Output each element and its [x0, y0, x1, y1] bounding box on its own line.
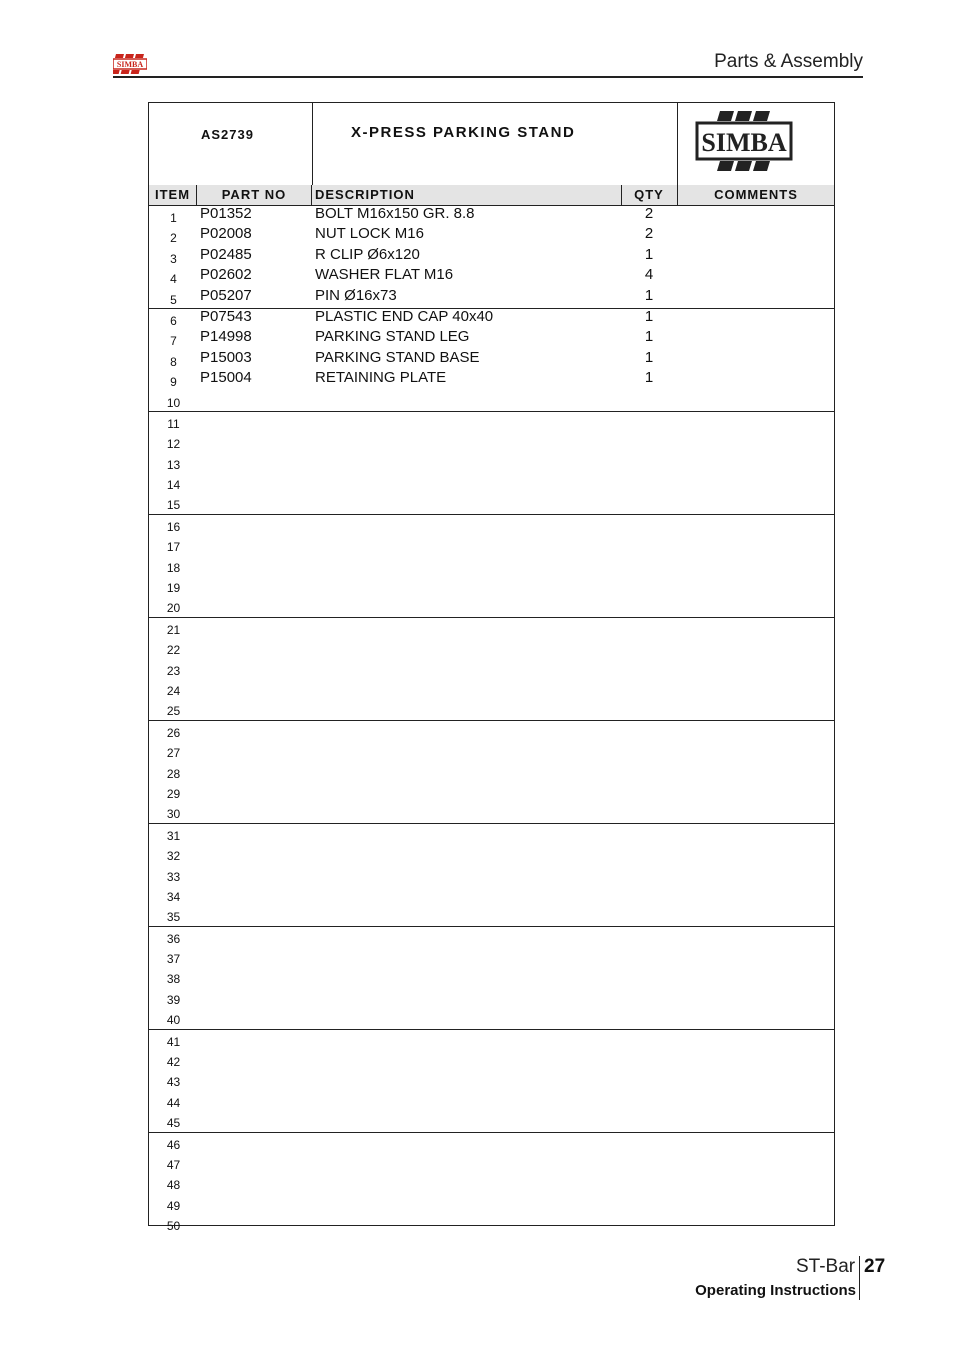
- part-description: WASHER FLAT M16: [315, 266, 454, 284]
- item-number: 42: [166, 1055, 181, 1070]
- table-row: [149, 762, 834, 782]
- table-row: [149, 947, 834, 967]
- item-number: 38: [166, 972, 181, 987]
- part-quantity: [621, 945, 677, 965]
- item-number: 40: [166, 1013, 181, 1028]
- table-row: [149, 967, 834, 987]
- column-header-part-no: PART NO: [197, 185, 312, 205]
- part-description: RETAINING PLATE: [315, 369, 447, 387]
- part-quantity: [621, 677, 677, 697]
- part-quantity: [621, 780, 677, 800]
- part-quantity: [621, 389, 677, 409]
- table-row: [149, 905, 834, 926]
- item-number: 34: [166, 889, 181, 904]
- part-quantity: [621, 1089, 677, 1109]
- part-quantity: [621, 739, 677, 759]
- part-quantity: [621, 471, 677, 491]
- part-quantity: [621, 1109, 677, 1129]
- part-quantity: [621, 1171, 677, 1191]
- part-quantity: 1: [644, 328, 654, 346]
- item-number: 17: [166, 540, 181, 555]
- item-number: 47: [166, 1157, 181, 1172]
- table-row: [149, 741, 834, 761]
- item-number: 50: [166, 1219, 181, 1234]
- item-number: 37: [166, 952, 181, 967]
- table-row: [149, 1173, 834, 1193]
- part-quantity: [621, 1048, 677, 1068]
- part-quantity: [621, 513, 677, 533]
- item-number: 16: [166, 519, 181, 534]
- section-title: Parts & Assembly: [714, 51, 863, 72]
- table-row: [149, 515, 834, 535]
- table-row: [149, 267, 834, 287]
- parts-rows: [149, 206, 834, 1235]
- column-header-description: DESCRIPTION: [313, 185, 622, 205]
- item-number: 43: [166, 1075, 181, 1090]
- item-number: 13: [166, 457, 181, 472]
- part-quantity: [621, 719, 677, 739]
- simba-logo-icon: [694, 109, 794, 173]
- part-quantity: 2: [644, 205, 654, 222]
- part-quantity: [621, 842, 677, 862]
- part-quantity: [621, 965, 677, 985]
- table-row: [149, 1153, 834, 1173]
- item-number: 20: [166, 601, 181, 616]
- table-row: [149, 206, 834, 226]
- part-quantity: [621, 616, 677, 636]
- item-number: 27: [166, 746, 181, 761]
- assembly-code-cell: [149, 103, 313, 185]
- part-number: P02602: [200, 266, 252, 284]
- part-description: BOLT M16x150 GR. 8.8: [315, 205, 475, 222]
- part-quantity: [621, 1006, 677, 1026]
- part-quantity: 1: [644, 307, 654, 325]
- column-header-qty: QTY: [621, 185, 678, 205]
- part-quantity: [621, 1192, 677, 1212]
- item-number: 6: [170, 313, 177, 328]
- part-quantity: [621, 491, 677, 511]
- simba-logo-small-icon: [113, 54, 147, 74]
- item-number: 3: [170, 251, 177, 266]
- table-row: [149, 412, 834, 432]
- table-row: [149, 1214, 834, 1234]
- item-number: 1: [170, 211, 177, 225]
- table-row: [149, 844, 834, 864]
- part-quantity: [621, 822, 677, 842]
- item-number: 32: [166, 849, 181, 864]
- item-number: 29: [166, 786, 181, 801]
- table-row: [149, 782, 834, 802]
- part-quantity: [621, 903, 677, 923]
- table-row: [149, 927, 834, 947]
- part-description: PARKING STAND LEG: [315, 328, 470, 346]
- part-quantity: [621, 533, 677, 553]
- item-number: 19: [166, 581, 181, 596]
- table-row: [149, 721, 834, 741]
- table-row: [149, 659, 834, 679]
- table-row: [149, 329, 834, 349]
- item-number: 49: [166, 1198, 181, 1213]
- item-number: 39: [166, 992, 181, 1007]
- table-row: [149, 391, 834, 412]
- item-number: 28: [166, 766, 181, 781]
- part-quantity: [621, 986, 677, 1006]
- table-row: [149, 596, 834, 617]
- part-number: P07543: [200, 307, 252, 325]
- table-row: [149, 535, 834, 555]
- column-header-comments: COMMENTS: [714, 187, 798, 202]
- item-number: 25: [166, 704, 181, 719]
- table-row: [149, 988, 834, 1008]
- title-block: [149, 103, 834, 186]
- part-quantity: [621, 554, 677, 574]
- item-number: 48: [166, 1178, 181, 1193]
- item-number: 21: [166, 622, 181, 637]
- item-number: 12: [166, 437, 181, 452]
- table-row: [149, 350, 834, 370]
- column-header-item: ITEM: [149, 185, 197, 205]
- part-quantity: [621, 697, 677, 717]
- table-row: [149, 638, 834, 658]
- part-number: P02485: [200, 245, 252, 263]
- item-number: 41: [166, 1034, 181, 1049]
- item-number: 23: [166, 663, 181, 678]
- part-quantity: [621, 1068, 677, 1088]
- assembly-name: X-PRESS PARKING STAND: [351, 124, 576, 141]
- item-number: 14: [166, 478, 181, 493]
- part-quantity: 4: [644, 266, 654, 284]
- part-quantity: [621, 574, 677, 594]
- table-row: [149, 1133, 834, 1153]
- table-row: [149, 1070, 834, 1090]
- part-description: PLASTIC END CAP 40x40: [315, 307, 494, 325]
- part-quantity: [621, 925, 677, 945]
- part-description: PIN Ø16x73: [315, 286, 397, 304]
- item-number: 4: [170, 272, 177, 287]
- table-row: [149, 679, 834, 699]
- table-row: [149, 1050, 834, 1070]
- footer-doc-type: Operating Instructions: [695, 1282, 856, 1299]
- table-row: [149, 802, 834, 823]
- part-quantity: [621, 863, 677, 883]
- item-number: 15: [166, 498, 181, 513]
- item-number: 33: [166, 869, 181, 884]
- item-number: 26: [166, 725, 181, 740]
- part-description: NUT LOCK M16: [315, 225, 424, 243]
- table-row: [149, 885, 834, 905]
- item-number: 36: [166, 931, 181, 946]
- svg-text:SIMBA: SIMBA: [701, 128, 787, 157]
- header-rule: [113, 76, 863, 78]
- part-quantity: [621, 636, 677, 656]
- item-number: 44: [166, 1095, 181, 1110]
- item-number: 30: [166, 807, 181, 822]
- item-number: 31: [166, 828, 181, 843]
- part-quantity: [621, 883, 677, 903]
- part-number: P05207: [200, 286, 252, 304]
- parts-list-table: [148, 102, 835, 1234]
- part-number: P14998: [200, 328, 252, 346]
- part-description: R CLIP Ø6x120: [315, 245, 420, 263]
- item-number: 46: [166, 1137, 181, 1152]
- page-number: 27: [864, 1256, 886, 1277]
- item-number: 18: [166, 560, 181, 575]
- table-row: [149, 453, 834, 473]
- part-quantity: [621, 1028, 677, 1048]
- part-quantity: [621, 800, 677, 820]
- part-quantity: [621, 1212, 677, 1232]
- part-number: P01352: [200, 205, 252, 222]
- item-number: 2: [170, 231, 177, 246]
- svg-text:SIMBA: SIMBA: [116, 60, 144, 69]
- part-quantity: [621, 1151, 677, 1171]
- table-row: [149, 309, 834, 329]
- table-row: [149, 1091, 834, 1111]
- footer-model: ST-Bar: [796, 1256, 856, 1277]
- table-row: [149, 247, 834, 267]
- part-number: P15004: [200, 369, 252, 387]
- item-number: 24: [166, 683, 181, 698]
- item-number: 45: [166, 1116, 181, 1131]
- assembly-code: AS2739: [201, 127, 254, 142]
- part-quantity: [621, 451, 677, 471]
- part-quantity: [621, 657, 677, 677]
- table-row: [149, 493, 834, 514]
- item-number: 5: [170, 292, 177, 307]
- item-number: 8: [170, 354, 177, 369]
- table-row: [149, 288, 834, 309]
- item-number: 11: [167, 416, 180, 431]
- table-row: [149, 1008, 834, 1029]
- part-description: PARKING STAND BASE: [315, 348, 480, 366]
- table-row: [149, 556, 834, 576]
- table-row: [149, 1194, 834, 1214]
- part-number: P02008: [200, 225, 252, 243]
- part-quantity: 1: [644, 245, 654, 263]
- item-number: 9: [170, 375, 177, 390]
- table-row: [149, 865, 834, 885]
- part-quantity: 1: [644, 369, 654, 387]
- part-quantity: 2: [644, 225, 654, 243]
- table-row: [149, 226, 834, 246]
- table-row: [149, 576, 834, 596]
- item-number: 22: [166, 643, 181, 658]
- part-quantity: [621, 760, 677, 780]
- table-row: [149, 432, 834, 452]
- table-row: [149, 370, 834, 390]
- footer-separator: [859, 1256, 860, 1300]
- part-quantity: 1: [644, 348, 654, 366]
- part-quantity: [621, 594, 677, 614]
- table-row: [149, 1111, 834, 1132]
- table-row: [149, 699, 834, 720]
- assembly-name-cell: [313, 103, 678, 185]
- part-quantity: [621, 430, 677, 450]
- part-quantity: 1: [644, 286, 654, 304]
- table-row: [149, 473, 834, 493]
- table-row: [149, 824, 834, 844]
- item-number: 35: [166, 910, 181, 925]
- column-header-row: [149, 185, 834, 206]
- part-quantity: [621, 410, 677, 430]
- item-number: 7: [170, 334, 177, 349]
- item-number: 10: [166, 395, 181, 410]
- part-quantity: [621, 1131, 677, 1151]
- part-number: P15003: [200, 348, 252, 366]
- table-row: [149, 1030, 834, 1050]
- table-row: [149, 618, 834, 638]
